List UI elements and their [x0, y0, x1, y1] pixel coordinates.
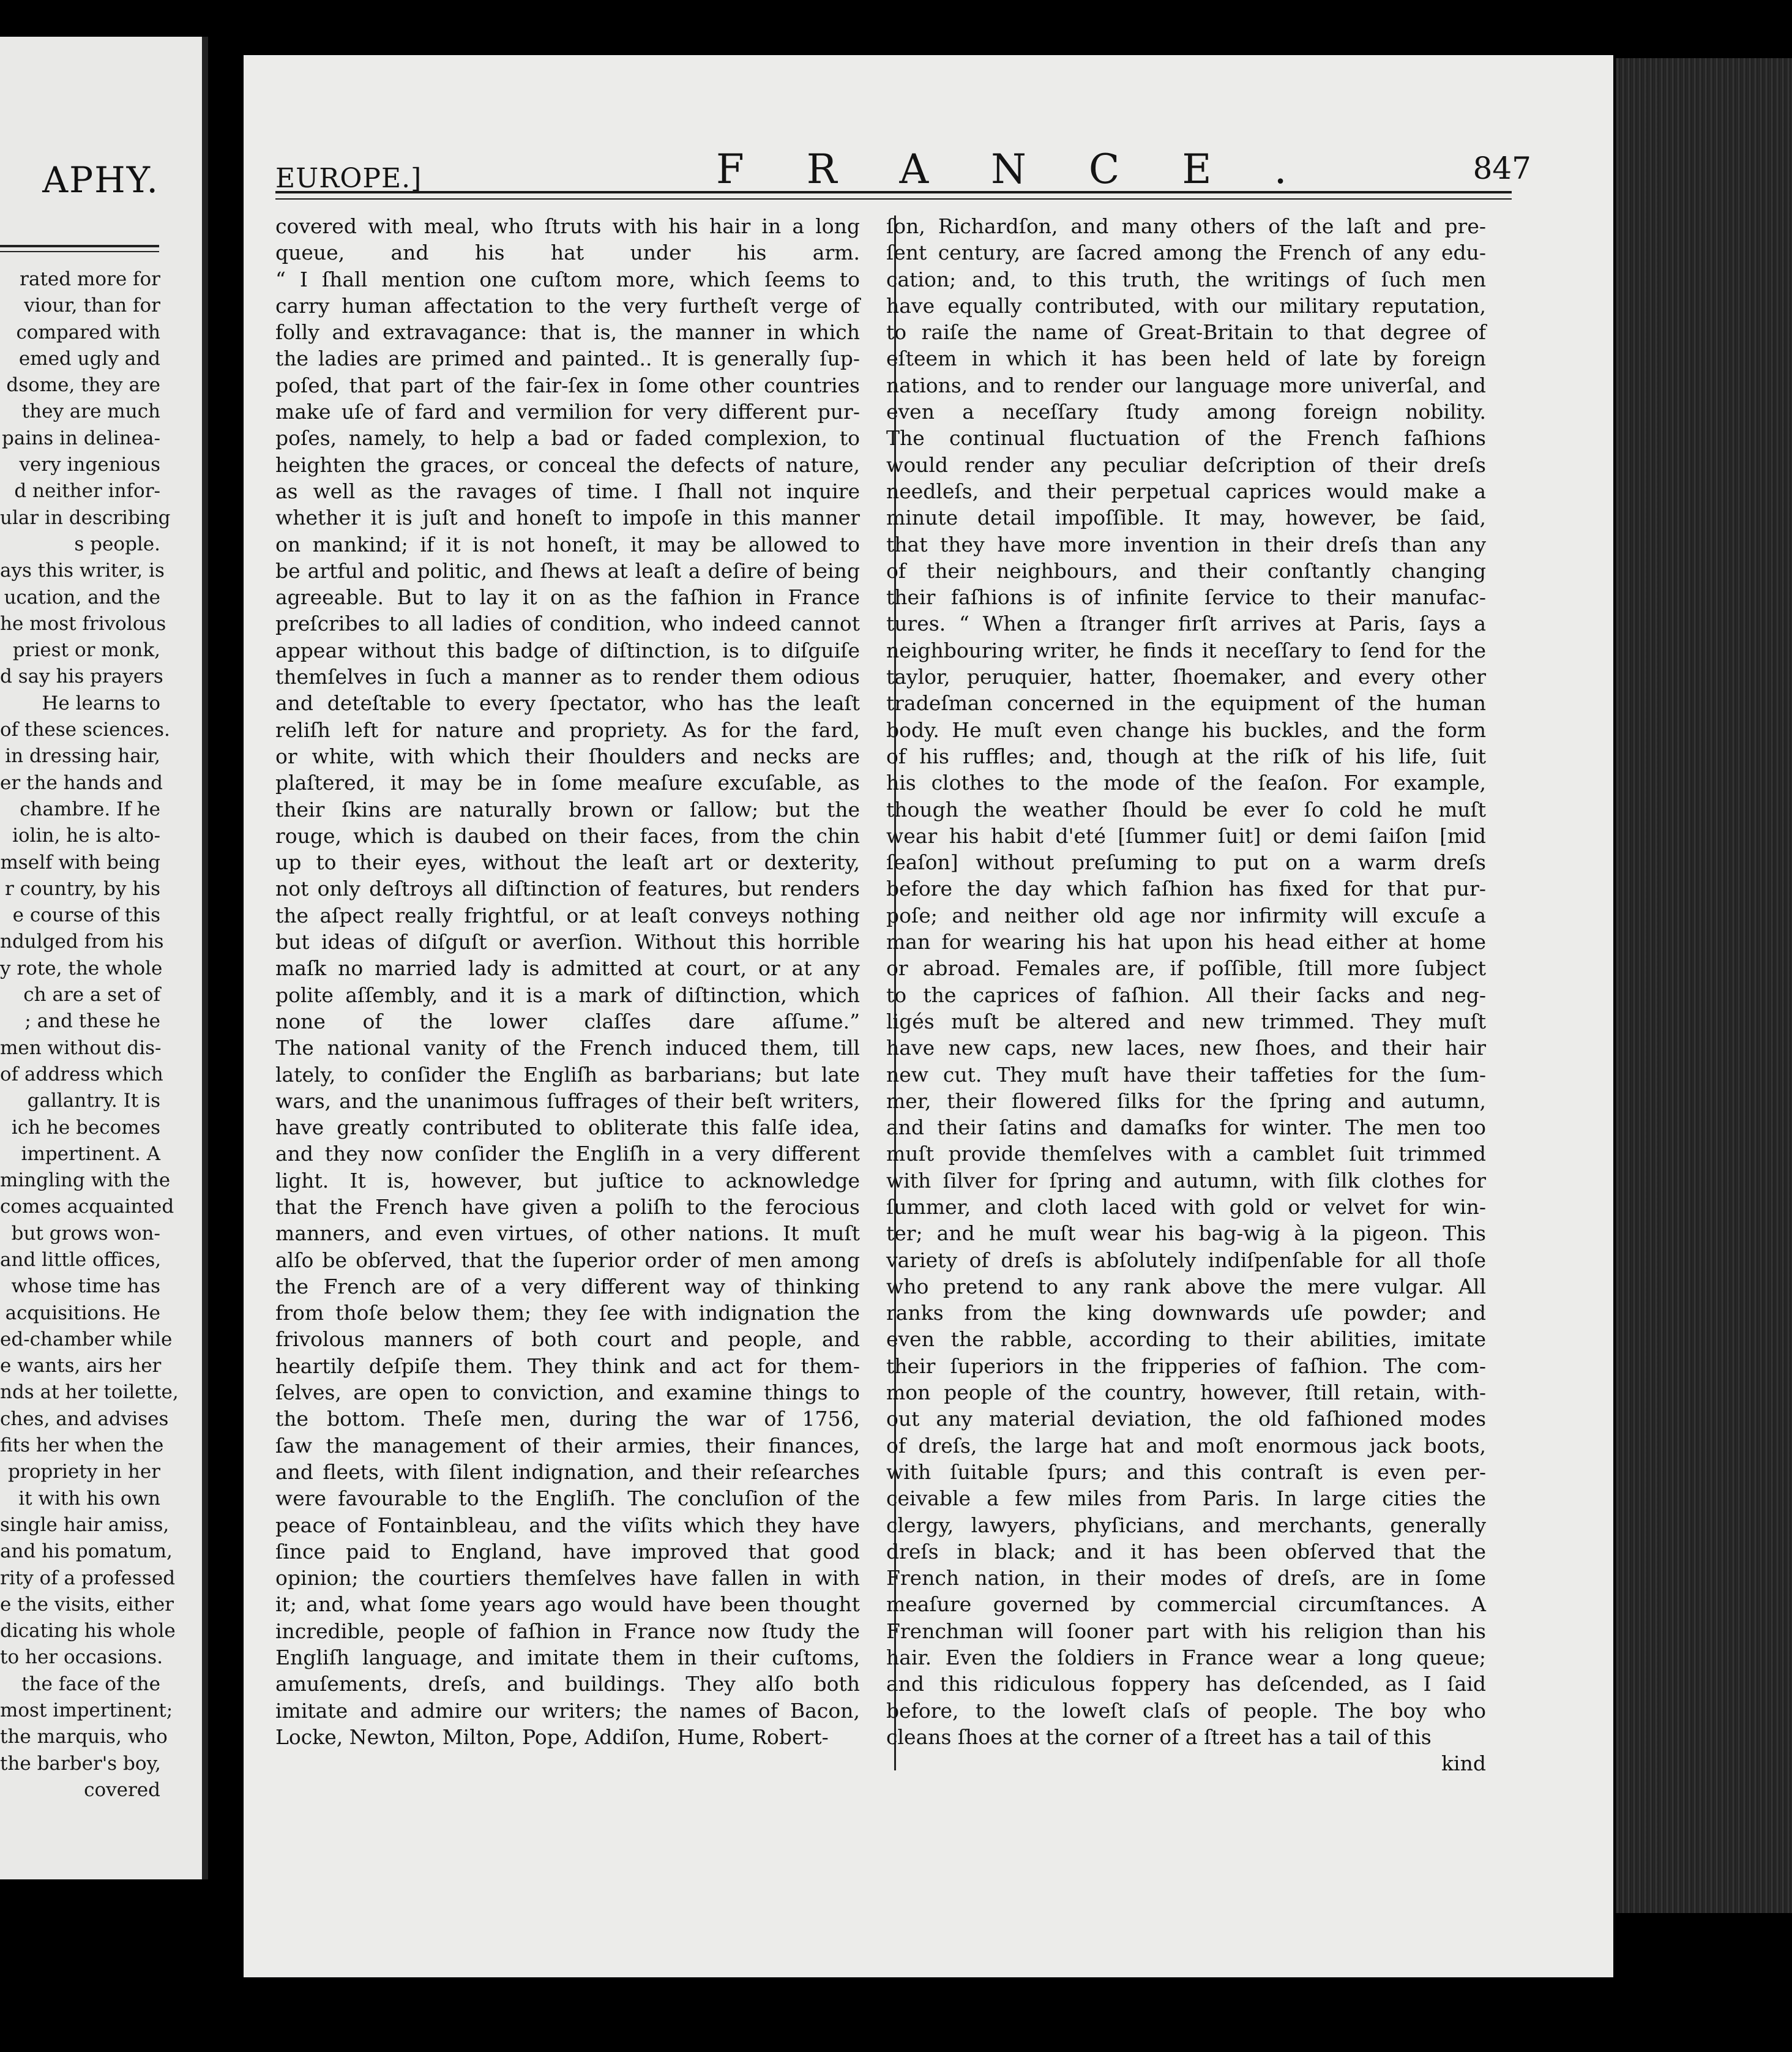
text-line: ſeaſon] without preſuming to put on a warm dreſs: [886, 850, 1486, 875]
text-line: tures. “ When a ſtranger firſt arrives at Paris, ſays a: [886, 612, 1486, 636]
text-line: poſe; and neither old age nor infirmity will excuſe a: [886, 903, 1486, 927]
text-line: peace of Fontainbleau, and the viſits which they have: [275, 1513, 860, 1537]
previous-page-line: d say his prayers: [0, 665, 163, 688]
text-line: would render any peculiar deſcription of their dreſs: [886, 452, 1486, 477]
text-line: have new caps, new laces, new ſhoes, and their hair: [886, 1036, 1486, 1060]
text-line: man for wearing his hat upon his head either at home: [886, 930, 1486, 954]
previous-page-line: in dressing hair,: [5, 745, 160, 768]
text-line: his clothes to the mode of the ſeaſon. For example,: [886, 771, 1486, 795]
text-line: ranks from the king downwards uſe powder; and: [886, 1301, 1486, 1325]
text-line: none of the lower claſſes dare aſſume.”: [275, 1009, 860, 1033]
section-label: EUROPE.]: [275, 163, 422, 194]
previous-page-line: nds at her toilette,: [0, 1381, 179, 1404]
text-line: heighten the graces, or conceal the defects of nature,: [275, 452, 860, 477]
text-line: amuſements, dreſs, and buildings. They alſo both: [275, 1672, 860, 1696]
text-line: rouge, which is daubed on their faces, from the chin: [275, 823, 860, 848]
previous-page-line: ches, and advises: [0, 1407, 169, 1430]
previous-page-line: and his pomatum,: [0, 1540, 173, 1563]
text-line: clergy, lawyers, phyſicians, and merchants, generally: [886, 1513, 1486, 1537]
text-line: though the weather ſhould be ever ſo cold he muſt: [886, 797, 1486, 822]
text-line: their faſhions is of infinite ſervice to their manufac-: [886, 585, 1486, 610]
previous-page-line: the face of the: [21, 1672, 160, 1695]
text-line: even the rabble, according to their abilities, imitate: [886, 1327, 1486, 1352]
text-line: were favourable to the Engliſh. The concluſion of the: [275, 1486, 860, 1511]
text-line: with ſuitable ſpurs; and this contraſt is even per-: [886, 1459, 1486, 1484]
text-line: cation; and, to this truth, the writings of ſuch men: [886, 267, 1486, 291]
text-line: have equally contributed, with our military reputation,: [886, 293, 1486, 318]
text-line: minute detail impoſſible. It may, however, be ſaid,: [886, 506, 1486, 530]
text-line: even a neceſſary ſtudy among foreign nobility.: [886, 400, 1486, 424]
previous-page-line: chambre. If he: [20, 798, 160, 820]
text-line: ligés muſt be altered and new trimmed. They muſt: [886, 1009, 1486, 1033]
text-line: taylor, peruquier, hatter, ſhoemaker, and every other: [886, 665, 1486, 689]
text-line: lately, to conſider the Engliſh as barbarians; but late: [275, 1062, 860, 1087]
text-line: who pretend to any rank above the mere vulgar. All: [886, 1274, 1486, 1298]
text-line: up to their eyes, without the leaſt art or dexterity,: [275, 850, 860, 875]
previous-page-line: r country, by his: [4, 877, 160, 900]
previous-page-line: d neither infor-: [14, 480, 160, 503]
text-line: carry human affectation to the very furtheſt verge of: [275, 293, 860, 318]
text-line: mer, their flowered ſilks for the ſpring and autumn,: [886, 1088, 1486, 1113]
previous-page-line: and little offices,: [0, 1248, 162, 1271]
catchword: kind: [1441, 1751, 1486, 1776]
previous-page-fragment: [0, 37, 208, 1879]
previous-page-line: mingling with the: [0, 1169, 171, 1192]
text-line: but ideas of diſguſt or averſion. Without this horrible: [275, 930, 860, 954]
previous-page-line: ed-chamber while: [0, 1328, 173, 1350]
previous-page-line: y rote, the whole: [0, 957, 163, 979]
text-line: nations, and to render our language more univerſal, and: [886, 373, 1486, 397]
previous-page-line: s people.: [74, 533, 160, 555]
text-line: The continual fluctuation of the French faſhions: [886, 426, 1486, 451]
previous-page-line: viour, than for: [24, 294, 160, 317]
previous-page-line: ch are a set of: [23, 984, 160, 1006]
text-line: or abroad. Females are, if poſſible, ſtill more ſubject: [886, 956, 1486, 981]
text-line: and fleets, with ſilent indignation, and their reſearches: [275, 1459, 860, 1484]
text-line: ſent century, are ſacred among the French of any edu-: [886, 241, 1486, 265]
text-line: alſo be obſerved, that the ſuperior order of men among: [275, 1248, 860, 1272]
text-line: mon people of the country, however, ſtill retain, with-: [886, 1380, 1486, 1405]
previous-page-line: iolin, he is alto-: [12, 825, 160, 847]
text-line: tradeſman concerned in the equipment of the human: [886, 691, 1486, 716]
previous-page-line: most impertinent;: [0, 1699, 173, 1722]
text-line: ſon, Richardſon, and many others of the laſt and pre-: [886, 214, 1486, 238]
text-line: to raiſe the name of Great-Britain to that degree of: [886, 320, 1486, 345]
text-line: Engliſh language, and imitate them in their cuſtoms,: [275, 1646, 860, 1670]
text-line: ſaw the management of their armies, their finances,: [275, 1433, 860, 1458]
previous-page-rule: [0, 245, 159, 252]
text-line: wear his habit d'eté [ſummer ſuit] or demi ſaiſon [mid: [886, 823, 1486, 848]
text-line: the bottom. Theſe men, during the war of 1756,: [275, 1407, 860, 1431]
previous-page-line: whose time has: [11, 1275, 160, 1298]
page-title: FRANCE.: [716, 146, 1350, 193]
text-line: ſince paid to England, have improved that good: [275, 1539, 860, 1563]
previous-page-line: impertinent. A: [21, 1142, 160, 1165]
text-line: and this ridiculous foppery has deſcended, as I ſaid: [886, 1672, 1486, 1696]
text-line: wars, and the unanimous ſuffrages of their beſt writers,: [275, 1088, 860, 1113]
text-line: French nation, in their modes of dreſs, are in ſome: [886, 1566, 1486, 1590]
previous-page-line: dsome, they are: [6, 374, 160, 397]
text-line: of his ruffles; and, though at the riſk of his life, ſuit: [886, 744, 1486, 768]
text-line: it; and, what ſome years ago would have been thought: [275, 1592, 860, 1617]
text-line: polite aſſembly, and it is a mark of diſtinction, which: [275, 983, 860, 1007]
text-line: ceivable a few miles from Paris. In large cities the: [886, 1486, 1486, 1511]
text-line: opinion; the courtiers themſelves have fallen in with: [275, 1566, 860, 1590]
text-line: light. It is, however, but juſtice to acknowledge: [275, 1168, 860, 1193]
previous-page-line: compared with: [16, 321, 160, 343]
text-line: from thoſe below them; they ſee with indignation the: [275, 1301, 860, 1325]
previous-page-line: rity of a professed: [0, 1567, 176, 1589]
text-line: themſelves in ſuch a manner as to render them odious: [275, 665, 860, 689]
previous-page-line: mself with being: [0, 851, 160, 874]
text-line: muſt provide themſelves with a camblet ſuit trimmed: [886, 1142, 1486, 1166]
text-line: before the day which faſhion has fixed for that pur-: [886, 877, 1486, 901]
book-page: [244, 55, 1613, 1977]
previous-page-line: very ingenious: [19, 454, 160, 476]
previous-page-line: comes acquainted: [0, 1196, 174, 1218]
previous-page-line: gallantry. It is: [27, 1090, 160, 1112]
header-rule: [275, 191, 1512, 200]
text-line: new cut. They muſt have their taffeties for the ſum-: [886, 1062, 1486, 1087]
previous-page-line: ular in describing: [0, 506, 171, 529]
previous-page-line: men without dis-: [0, 1036, 162, 1059]
text-line: on mankind; if it is not honeſt, it may be allowed to: [275, 532, 860, 556]
previous-page-line: propriety in her: [8, 1461, 160, 1483]
text-line: meaſure governed by commercial circumſtances. A: [886, 1592, 1486, 1617]
text-line: incredible, people of faſhion in France now ſtudy the: [275, 1619, 860, 1643]
text-line: before, to the loweſt claſs of people. The boy who: [886, 1698, 1486, 1723]
text-line: The national vanity of the French induced them, till: [275, 1036, 860, 1060]
previous-page-line: e course of this: [12, 904, 160, 927]
previous-page-text: [0, 266, 179, 1803]
text-line: have greatly contributed to obliterate this falſe idea,: [275, 1115, 860, 1140]
text-line: be artful and politic, and ſhews at leaſt a deſire of being: [275, 558, 860, 583]
text-line: ſelves, are open to conviction, and examine things to: [275, 1380, 860, 1405]
text-line: poſed, that part of the fair-ſex in ſome other countries: [275, 373, 860, 397]
previous-page-line: rated more for: [20, 268, 160, 290]
text-line: of dreſs, the large hat and moſt enormous jack boots,: [886, 1433, 1486, 1458]
previous-page-line: it with his own: [18, 1487, 160, 1510]
text-line: as well as the ravages of time. I ſhall not inquire: [275, 479, 860, 503]
previous-page-line: ucation, and the: [4, 586, 160, 608]
text-line: or white, with which their ſhoulders and necks are: [275, 744, 860, 768]
text-line: covered with meal, who ſtruts with his hair in a long: [275, 214, 860, 238]
text-line: neighbouring writer, he finds it neceſſary to ſend for the: [886, 638, 1486, 662]
text-line: that they have more invention in their dreſs than any: [886, 532, 1486, 556]
text-line: their ſkins are naturally brown or ſallow; but the: [275, 797, 860, 822]
previous-page-line: pains in delinea-: [2, 427, 160, 449]
text-line: make uſe of fard and vermilion for very different pur-: [275, 400, 860, 424]
text-line: and deteſtable to every ſpectator, who has the leaſt: [275, 691, 860, 716]
text-line: that the French have given a poliſh to the ferocious: [275, 1194, 860, 1219]
text-line: “ I ſhall mention one cuſtom more, which ſeems to: [275, 267, 860, 291]
previous-page-line: emed ugly and: [18, 347, 160, 370]
text-line: Frenchman will ſooner part with his religion than his: [886, 1619, 1486, 1643]
previous-page-line: dicating his whole: [0, 1620, 176, 1642]
text-line: whether it is juſt and honeſt to impoſe in this manner: [275, 506, 860, 530]
text-line: not only deſtroys all diſtinction of features, but renders: [275, 877, 860, 901]
previous-page-line: ich he becomes: [11, 1116, 160, 1139]
previous-page-line: he most frivolous: [0, 612, 166, 635]
previous-page-line: covered: [84, 1778, 160, 1801]
text-line: Locke, Newton, Milton, Pope, Addiſon, Hume, Robert-: [275, 1724, 829, 1749]
text-line: poſes, namely, to help a bad or faded complexion, to: [275, 426, 860, 451]
previous-page-line: ndulged from his: [0, 931, 164, 953]
text-line: their ſuperiors in the fripperies of faſhion. The com-: [886, 1354, 1486, 1378]
text-line: dreſs in black; and it has been obſerved that the: [886, 1539, 1486, 1563]
text-line: manners, and even virtues, of other nations. It muſt: [275, 1221, 860, 1246]
text-line: plaſtered, it may be in ſome meaſure excuſable, as: [275, 771, 860, 795]
page-number: 847: [1473, 151, 1531, 186]
text-line: the aſpect really frightful, or at leaſt conveys nothing: [275, 903, 860, 927]
text-line: cleans ſhoes at the corner of a ſtreet has a tail of this: [886, 1724, 1432, 1749]
previous-page-line: e the visits, either: [0, 1593, 174, 1616]
text-line: preſcribes to all ladies of condition, who indeed cannot: [275, 612, 860, 636]
previous-page-line: of these sciences.: [0, 719, 170, 741]
previous-page-line: acquisitions. He: [5, 1301, 160, 1324]
right-text-column: [886, 213, 1486, 1777]
previous-page-line: He learns to: [42, 692, 160, 714]
text-line: and they now conſider the Engliſh in a very different: [275, 1142, 860, 1166]
text-line: variety of dreſs is abſolutely indiſpenſable for all thoſe: [886, 1248, 1486, 1272]
text-line: maſk no married lady is admitted at court, or at any: [275, 956, 860, 981]
previous-page-line: but grows won-: [11, 1222, 160, 1245]
previous-page-line: ays this writer, is: [0, 560, 165, 582]
previous-page-line: the barber's boy,: [0, 1752, 161, 1775]
text-line: ter; and he muſt wear his bag-wig à la pigeon. This: [886, 1221, 1486, 1246]
text-line: needleſs, and their perpetual caprices would make a: [886, 479, 1486, 503]
previous-page-line: the marquis, who: [0, 1726, 168, 1748]
text-line: appear without this badge of diſtinction, is to diſguiſe: [275, 638, 860, 662]
text-line: queue, and his hat under his arm.: [275, 241, 860, 265]
text-line: the French are of a very different way of thinking: [275, 1274, 860, 1298]
text-line: of their neighbours, and their conſtantly changing: [886, 558, 1486, 583]
text-line: to the caprices of faſhion. All their ſacks and neg-: [886, 983, 1486, 1007]
text-line: agreeable. But to lay it on as the faſhion in France: [275, 585, 860, 610]
text-line: hair. Even the ſoldiers in France wear a long queue;: [886, 1646, 1486, 1670]
text-line: reliſh left for nature and propriety. As for the fard,: [275, 717, 860, 742]
text-line: out any material deviation, the old faſhioned modes: [886, 1407, 1486, 1431]
text-line: imitate and admire our writers; the names of Bacon,: [275, 1698, 860, 1723]
text-line: ſummer, and cloth laced with gold or velvet for win-: [886, 1194, 1486, 1219]
previous-page-line: priest or monk,: [12, 639, 160, 662]
text-line: frivolous manners of both court and people, and: [275, 1327, 860, 1352]
text-line: and their ſatins and damaſks for winter. The men too: [886, 1115, 1486, 1140]
text-line: eſteem in which it has been held of late by foreign: [886, 346, 1486, 371]
text-line: folly and extravagance: that is, the manner in which: [275, 320, 860, 345]
left-text-column: [275, 213, 860, 1750]
previous-page-line: they are much: [21, 400, 160, 423]
previous-page-line: of address which: [0, 1063, 163, 1085]
text-line: heartily deſpiſe them. They think and act for them-: [275, 1354, 860, 1378]
text-line: with ſilver for ſpring and autumn, with ſilk clothes for: [886, 1168, 1486, 1193]
previous-page-line: to her occasions.: [0, 1646, 163, 1669]
book-page-edges: [1616, 58, 1792, 1913]
previous-page-line: ; and these he: [24, 1010, 160, 1033]
previous-page-line: fits her when the: [0, 1434, 164, 1457]
text-line: body. He muſt even change his buckles, and the form: [886, 717, 1486, 742]
previous-page-line: single hair amiss,: [0, 1513, 170, 1536]
previous-page-line: er the hands and: [0, 771, 163, 794]
previous-page-running-head: APHY.: [42, 159, 159, 201]
previous-page-line: e wants, airs her: [0, 1355, 162, 1377]
text-line: the ladies are primed and painted.. It is generally ſup-: [275, 346, 860, 371]
